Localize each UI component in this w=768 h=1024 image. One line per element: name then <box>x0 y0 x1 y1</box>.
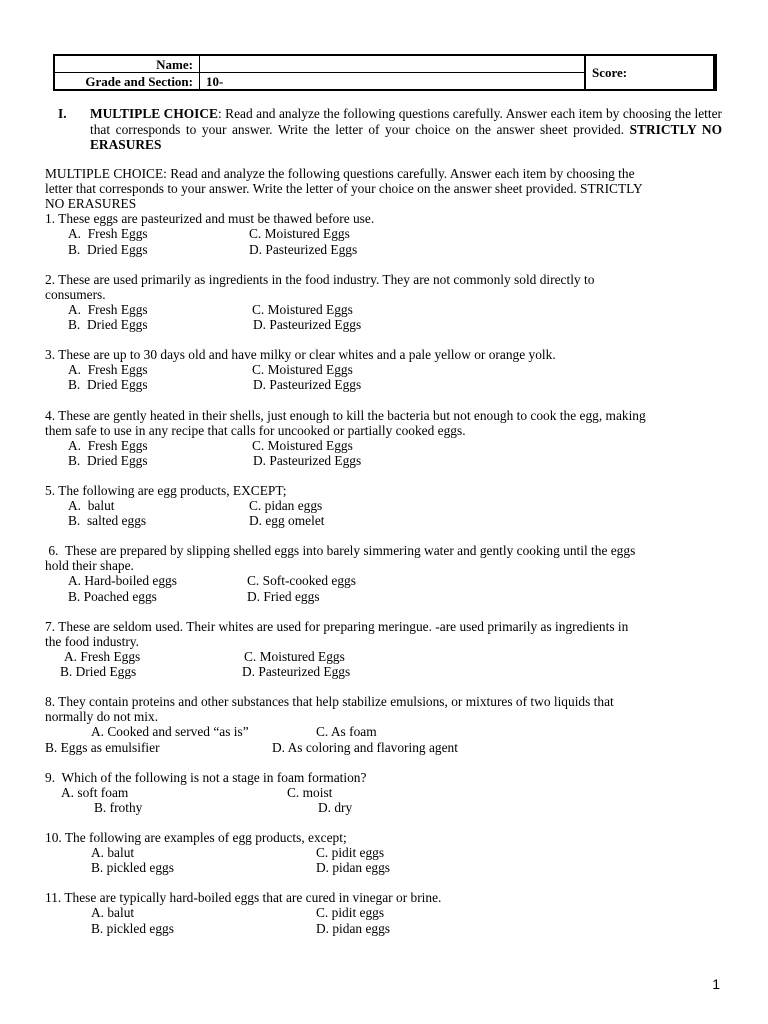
section-title: MULTIPLE CHOICE <box>90 106 218 121</box>
choice-b[interactable]: B. Dried Eggs <box>68 453 148 468</box>
question-text: 1. These eggs are pasteurized and must be thawed before use. <box>45 211 375 226</box>
choice-d[interactable]: D. egg omelet <box>249 513 325 528</box>
instructions-body: : Read and analyze the following questions carefully. Answer each item by choosing the letter that corresponds to your answer. Write the letter of your choice on the answer sheet provided. <box>90 106 722 137</box>
question-text: 5. The following are egg products, EXCEPT; <box>45 483 287 498</box>
question-text: 2. These are used primarily as ingredients in the food industry. They are not commonly sold directly to <box>45 272 595 287</box>
question-text: them safe to use in any recipe that calls for uncooked or partially cooked eggs. <box>45 423 466 438</box>
question-text: 6. These are prepared by slipping shelled eggs into barely simmering water and gently cooking until the eggs <box>45 543 636 558</box>
choice-b[interactable]: B. Dried Eggs <box>68 242 148 257</box>
intro-line: letter that corresponds to your answer. Write the letter of your choice on the answer sheet provided. STRICTLY <box>45 181 643 196</box>
choice-a[interactable]: A. Fresh Eggs <box>68 438 148 453</box>
choice-b[interactable]: B. pickled eggs <box>91 921 174 936</box>
choice-c[interactable]: C. Moistured Eggs <box>252 362 353 377</box>
choice-c[interactable]: C. pidit eggs <box>316 845 385 860</box>
choice-a[interactable]: A. Fresh Eggs <box>68 302 148 317</box>
choice-c[interactable]: C. Soft-cooked eggs <box>247 573 356 588</box>
choice-a[interactable]: A. Hard-boiled eggs <box>68 573 177 588</box>
choice-a[interactable]: A. Fresh Eggs <box>64 649 141 664</box>
choice-a[interactable]: A. Fresh Eggs <box>68 226 148 241</box>
student-info-table <box>53 54 715 91</box>
choice-b[interactable]: B. Eggs as emulsifier <box>45 740 160 755</box>
grade-section-field[interactable]: 10- <box>206 74 224 89</box>
instructions-text <box>90 106 722 153</box>
question-text: 7. These are seldom used. Their whites are used for preparing meringue. -are used primarily as ingredients in <box>45 619 629 634</box>
question-text: the food industry. <box>45 634 139 649</box>
instructions-emphasis: STRICTLY NO ERASURES <box>90 121 722 152</box>
choice-c[interactable]: C. moist <box>287 785 333 800</box>
choice-d[interactable]: D. Fried eggs <box>247 589 320 604</box>
choice-a[interactable]: A. Cooked and served “as is” <box>91 724 249 739</box>
question-text: 10. The following are examples of egg products, except; <box>45 830 347 845</box>
choice-c[interactable]: C. Moistured Eggs <box>252 438 353 453</box>
choice-d[interactable]: D. Pasteurized Eggs <box>253 317 362 332</box>
choice-c[interactable]: C. Moistured Eggs <box>249 226 350 241</box>
choice-c[interactable]: C. As foam <box>316 724 377 739</box>
choice-d[interactable]: D. pidan eggs <box>316 860 391 875</box>
question-text: 4. These are gently heated in their shells, just enough to kill the bacteria but not enough to cook the egg, making <box>45 408 646 423</box>
choice-c[interactable]: C. pidan eggs <box>249 498 323 513</box>
choice-c[interactable]: C. pidit eggs <box>316 905 385 920</box>
question-text: 11. These are typically hard-boiled eggs that are cured in vinegar or brine. <box>45 890 442 905</box>
choice-b[interactable]: B. Dried Eggs <box>60 664 137 679</box>
name-label: Name: <box>55 56 200 73</box>
question-text: consumers. <box>45 287 106 302</box>
choice-d[interactable]: D. Pasteurized Eggs <box>253 377 362 392</box>
question-text: hold their shape. <box>45 558 134 573</box>
choice-b[interactable]: B. Poached eggs <box>68 589 157 604</box>
intro-line: NO ERASURES <box>45 196 137 211</box>
choice-b[interactable]: B. pickled eggs <box>91 860 174 875</box>
choice-d[interactable]: D. Pasteurized Eggs <box>253 453 362 468</box>
question-text: normally do not mix. <box>45 709 159 724</box>
choice-b[interactable]: B. Dried Eggs <box>68 317 148 332</box>
choice-c[interactable]: C. Moistured Eggs <box>244 649 345 664</box>
choice-d[interactable]: D. Pasteurized Eggs <box>242 664 351 679</box>
score-label: Score: <box>584 56 713 91</box>
test-instructions <box>58 106 722 153</box>
name-field[interactable] <box>200 56 584 73</box>
section-number: I. <box>58 106 67 121</box>
choice-a[interactable]: A. Fresh Eggs <box>68 362 148 377</box>
page-number: 1 <box>712 976 720 992</box>
choice-d[interactable]: D. As coloring and flavoring agent <box>272 740 458 755</box>
choice-b[interactable]: B. salted eggs <box>68 513 147 528</box>
choice-a[interactable]: A. balut <box>68 498 115 513</box>
choice-a[interactable]: A. soft foam <box>61 785 129 800</box>
question-text: 3. These are up to 30 days old and have milky or clear whites and a pale yellow or orange yolk. <box>45 347 556 362</box>
grade-section-label: Grade and Section: <box>55 73 200 91</box>
choice-a[interactable]: A. balut <box>91 845 135 860</box>
intro-line: MULTIPLE CHOICE: Read and analyze the following questions carefully. Answer each item by choosing the <box>45 166 635 181</box>
choice-a[interactable]: A. balut <box>91 905 135 920</box>
choice-c[interactable]: C. Moistured Eggs <box>252 302 353 317</box>
choice-b[interactable]: B. frothy <box>94 800 143 815</box>
choice-d[interactable]: D. pidan eggs <box>316 921 391 936</box>
choice-b[interactable]: B. Dried Eggs <box>68 377 148 392</box>
question-text: 8. They contain proteins and other substances that help stabilize emulsions, or mixtures of two liquids that <box>45 694 614 709</box>
choice-d[interactable]: D. Pasteurized Eggs <box>249 242 358 257</box>
choice-d[interactable]: D. dry <box>318 800 353 815</box>
question-text: 9. Which of the following is not a stage in foam formation? <box>45 770 367 785</box>
